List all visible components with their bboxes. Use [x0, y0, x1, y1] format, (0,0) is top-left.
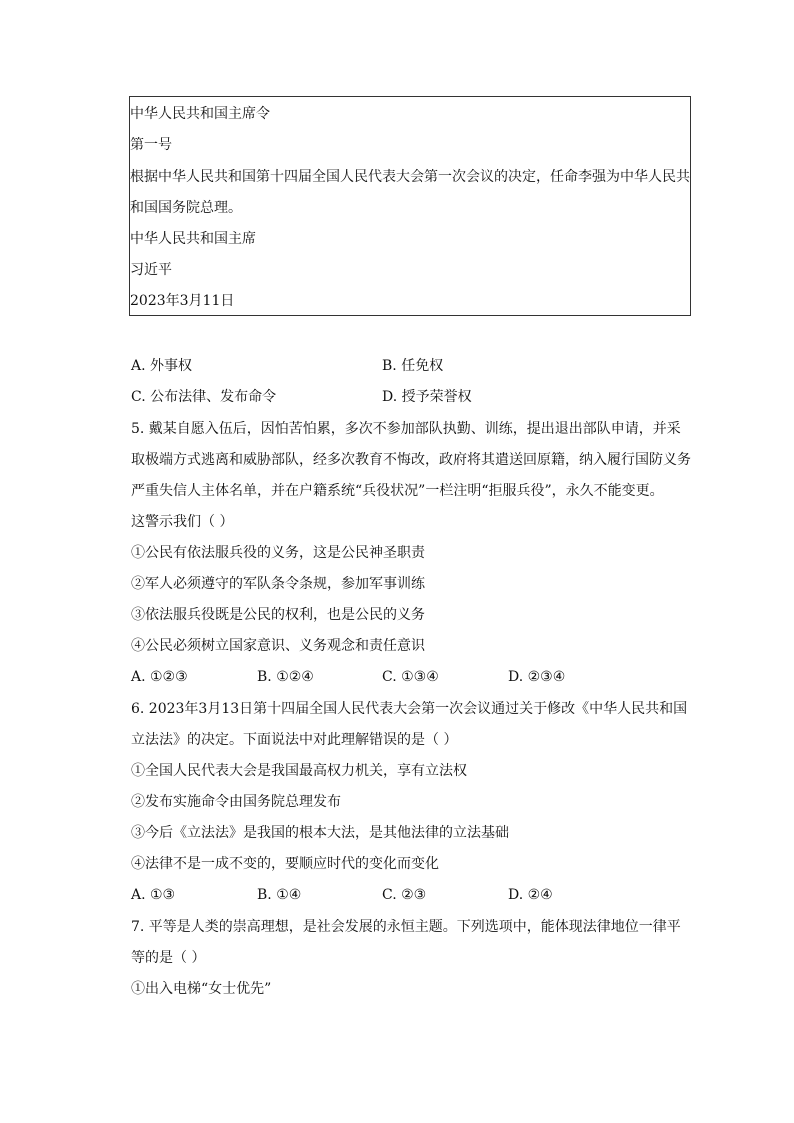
- q7-stem-line-1: 7. 平等是人类的崇高理想，是社会发展的永恒主题。下列选项中，能体现法律地位一律平: [131, 919, 681, 935]
- q5-stem-line-1: 5. 戴某自愿入伍后，因怕苦怕累，多次不参加部队执勤、训练，提出退出部队申请，并采: [131, 421, 681, 437]
- q6-stem-line-2: 立法法》的决定。下面说法中对此理解错误的是（ ）: [131, 732, 458, 748]
- decree-body-line-1: 根据中华人民共和国第十四届全国人民代表大会第一次会议的决定，任命李强为中华人民共: [130, 169, 690, 185]
- q5-statement-3: ③依法服兵役既是公民的权利，也是公民的义务: [131, 607, 425, 623]
- decree-date: 2023年3月11日: [130, 293, 235, 309]
- q7-stem-line-2: 等的是（ ）: [131, 950, 206, 966]
- q5-statement-4: ④公民必须树立国家意识、义务观念和责任意识: [131, 638, 425, 654]
- q4-option-c: C. 公布法律、发布命令: [131, 389, 277, 405]
- q5-statement-1: ①公民有依法服兵役的义务，这是公民神圣职责: [131, 545, 425, 561]
- q6-statement-1: ①全国人民代表大会是我国最高权力机关，享有立法权: [131, 763, 467, 779]
- decree-signer-name: 习近平: [130, 262, 172, 278]
- q6-statement-3: ③今后《立法法》是我国的根本大法，是其他法律的立法基础: [131, 825, 509, 841]
- q6-statement-4: ④法律不是一成不变的，要顺应时代的变化而变化: [131, 856, 439, 872]
- q6-statement-2: ②发布实施命令由国务院总理发布: [131, 794, 341, 810]
- decree-number: 第一号: [130, 137, 172, 153]
- decree-body-line-2: 和国国务院总理。: [130, 200, 242, 216]
- q5-stem-line-2: 取极端方式逃离和威胁部队，经多次教育不悔改，政府将其遣送回原籍，纳入履行国防义务: [131, 452, 691, 468]
- q4-option-b: B. 任免权: [382, 358, 444, 374]
- q4-option-d: D. 授予荣誉权: [382, 389, 472, 405]
- decree-title: 中华人民共和国主席令: [130, 106, 270, 122]
- q6-stem-line-1: 6. 2023年3月13日第十四届全国人民代表大会第一次会议通过关于修改《中华人民共和国: [131, 701, 688, 717]
- q6-option-a: A. ①③: [131, 887, 176, 903]
- q7-statement-1: ①出入电梯“女士优先”: [131, 981, 272, 997]
- q6-option-b: B. ①④: [257, 887, 302, 903]
- q5-option-b: B. ①②④: [257, 669, 314, 685]
- q4-option-a: A. 外事权: [131, 358, 193, 374]
- presidential-decree-box: [129, 96, 691, 316]
- q5-option-a: A. ①②③: [131, 669, 188, 685]
- q5-stem-line-4: 这警示我们（ ）: [131, 514, 234, 530]
- decree-signer-title: 中华人民共和国主席: [130, 231, 256, 247]
- q5-option-d: D. ②③④: [508, 669, 566, 685]
- q6-option-c: C. ②③: [382, 887, 427, 903]
- q5-option-c: C. ①③④: [382, 669, 439, 685]
- q6-option-d: D. ②④: [508, 887, 553, 903]
- q5-statement-2: ②军人必须遵守的军队条令条规，参加军事训练: [131, 576, 425, 592]
- q5-stem-line-3: 严重失信人主体名单，并在户籍系统“兵役状况”一栏注明“拒服兵役”，永久不能变更。: [131, 483, 664, 499]
